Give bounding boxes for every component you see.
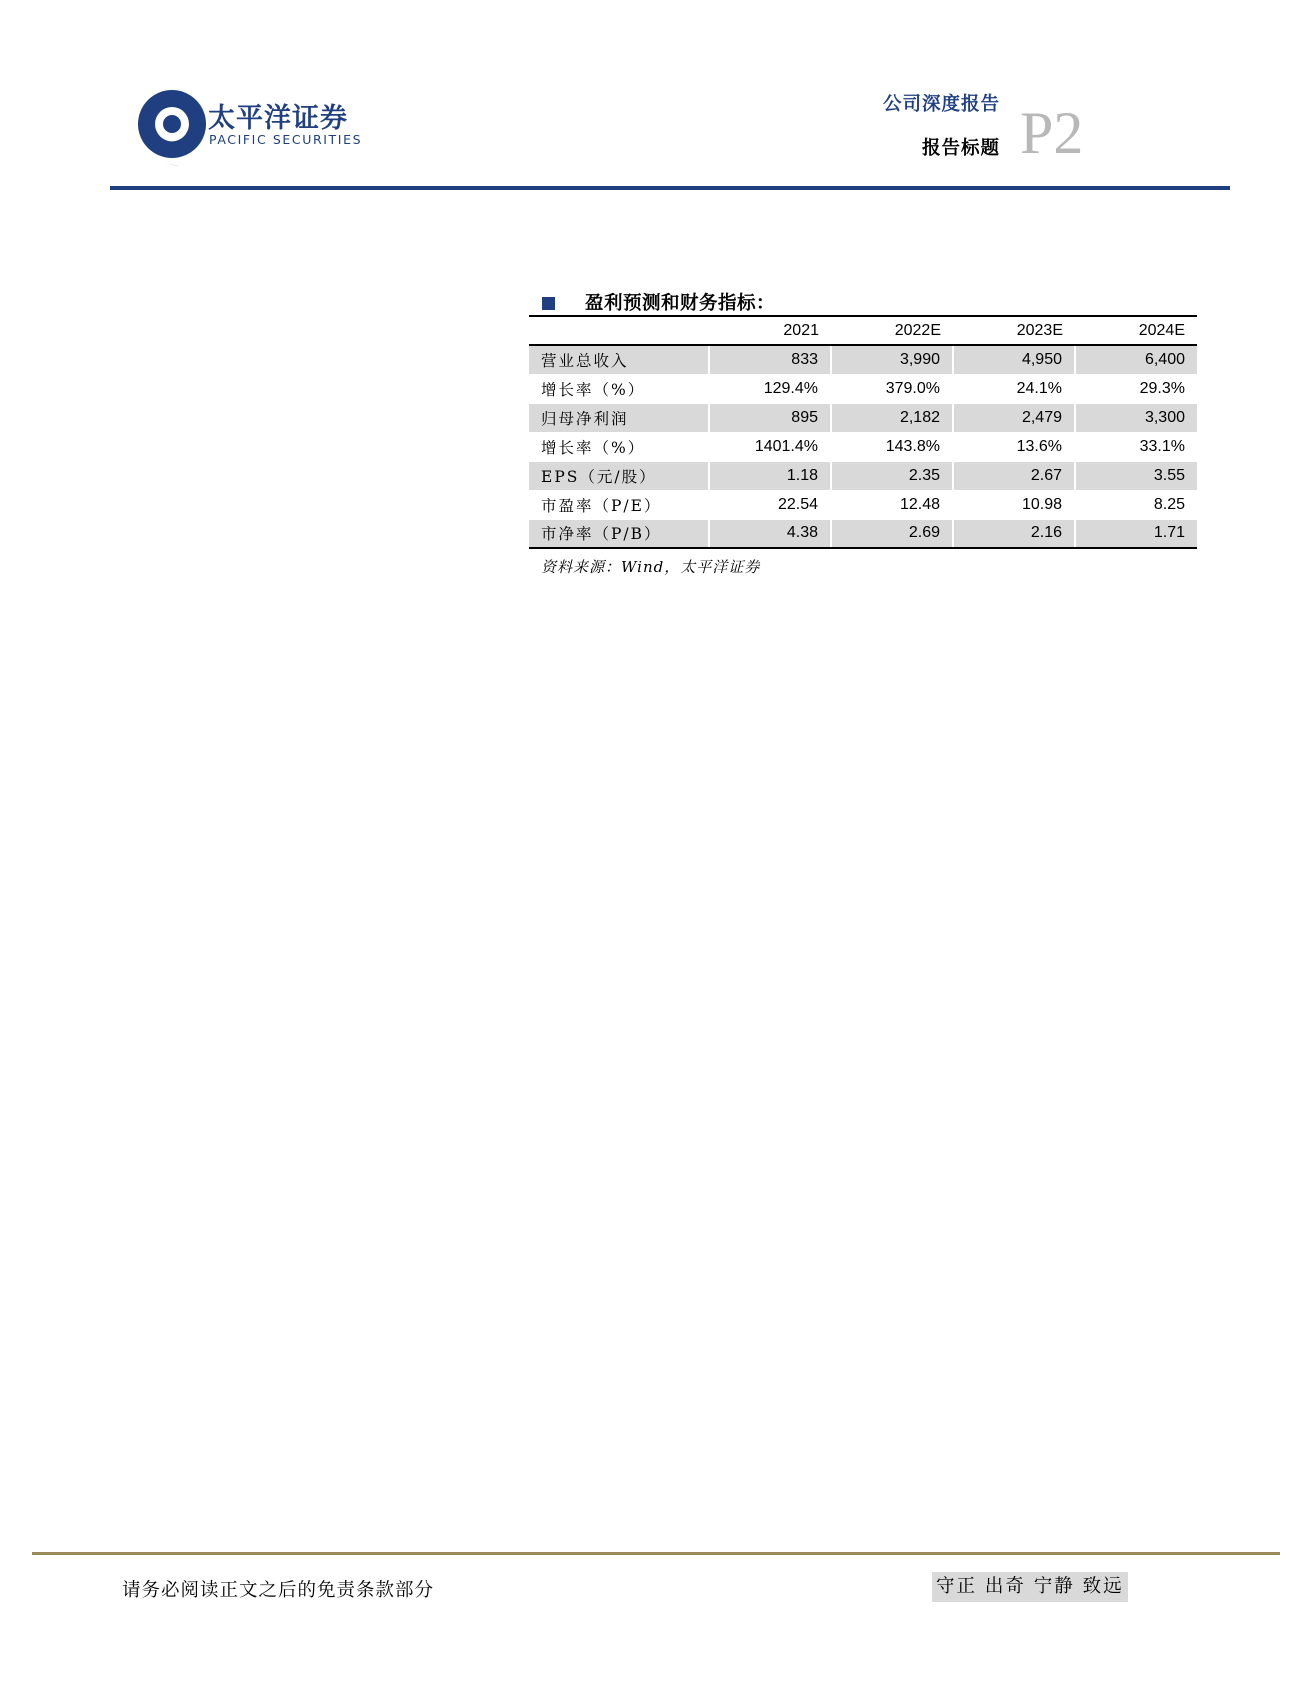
table-cell: 24.1%	[953, 374, 1075, 403]
table-cell: 22.54	[709, 490, 831, 519]
table-cell: 2.69	[831, 519, 953, 548]
row-label: 增长率（%）	[529, 374, 709, 403]
table-cell: 3,300	[1075, 403, 1197, 432]
table-cell: 10.98	[953, 490, 1075, 519]
table-cell: 13.6%	[953, 432, 1075, 461]
footer-motto: 守正 出奇 宁静 致远	[932, 1572, 1128, 1602]
table-cell: 2.67	[953, 461, 1075, 490]
table-cell: 29.3%	[1075, 374, 1197, 403]
table-cell: 3,990	[831, 345, 953, 374]
column-header: 2023E	[953, 316, 1075, 345]
row-label: 营业总收入	[529, 345, 709, 374]
table-cell: 379.0%	[831, 374, 953, 403]
row-label: EPS（元/股）	[529, 461, 709, 490]
table-cell: 6,400	[1075, 345, 1197, 374]
section-heading: 盈利预测和财务指标：	[585, 293, 776, 314]
financial-forecast-table	[529, 315, 1197, 549]
page-number: P2	[1020, 100, 1084, 166]
section-bullet-icon	[542, 297, 555, 310]
row-label: 市盈率（P/E）	[529, 490, 709, 519]
table-row	[529, 403, 1197, 432]
logo-cn-text: 太平洋证券	[208, 103, 348, 134]
row-label: 增长率（%）	[529, 432, 709, 461]
column-header: 2021	[709, 316, 831, 345]
table-cell: 4.38	[709, 519, 831, 548]
table-cell: 4,950	[953, 345, 1075, 374]
footer-divider	[32, 1552, 1280, 1555]
header-divider	[110, 186, 1230, 190]
report-title: 报告标题	[921, 138, 1000, 159]
table-cell: 2,182	[831, 403, 953, 432]
table-source-note: 资料来源：Wind，太平洋证券	[541, 558, 761, 576]
table-cell: 12.48	[831, 490, 953, 519]
table-cell: 833	[709, 345, 831, 374]
logo-mark-icon	[118, 66, 218, 174]
footer-disclaimer: 请务必阅读正文之后的免责条款部分	[122, 1580, 435, 1601]
table-row	[529, 345, 1197, 374]
table-row	[529, 519, 1197, 548]
table-cell: 2.16	[953, 519, 1075, 548]
table-row	[529, 432, 1197, 461]
row-label: 归母净利润	[529, 403, 709, 432]
table-cell: 8.25	[1075, 490, 1197, 519]
table-cell: 1.71	[1075, 519, 1197, 548]
company-logo	[118, 66, 378, 174]
column-header: 2022E	[831, 316, 953, 345]
column-header: 2024E	[1075, 316, 1197, 345]
table-cell: 143.8%	[831, 432, 953, 461]
table-cell: 129.4%	[709, 374, 831, 403]
table-cell: 2,479	[953, 403, 1075, 432]
table-cell: 895	[709, 403, 831, 432]
table-cell: 33.1%	[1075, 432, 1197, 461]
table-cell: 3.55	[1075, 461, 1197, 490]
logo-en-text: PACIFIC SECURITIES	[209, 132, 363, 147]
table-row	[529, 490, 1197, 519]
report-type: 公司深度报告	[882, 94, 1000, 115]
table-cell: 2.35	[831, 461, 953, 490]
table-cell: 1.18	[709, 461, 831, 490]
table-row	[529, 374, 1197, 403]
table-row	[529, 461, 1197, 490]
table-header-row	[529, 316, 1197, 345]
table-cell: 1401.4%	[709, 432, 831, 461]
column-header	[529, 316, 709, 345]
row-label: 市净率（P/B）	[529, 519, 709, 548]
